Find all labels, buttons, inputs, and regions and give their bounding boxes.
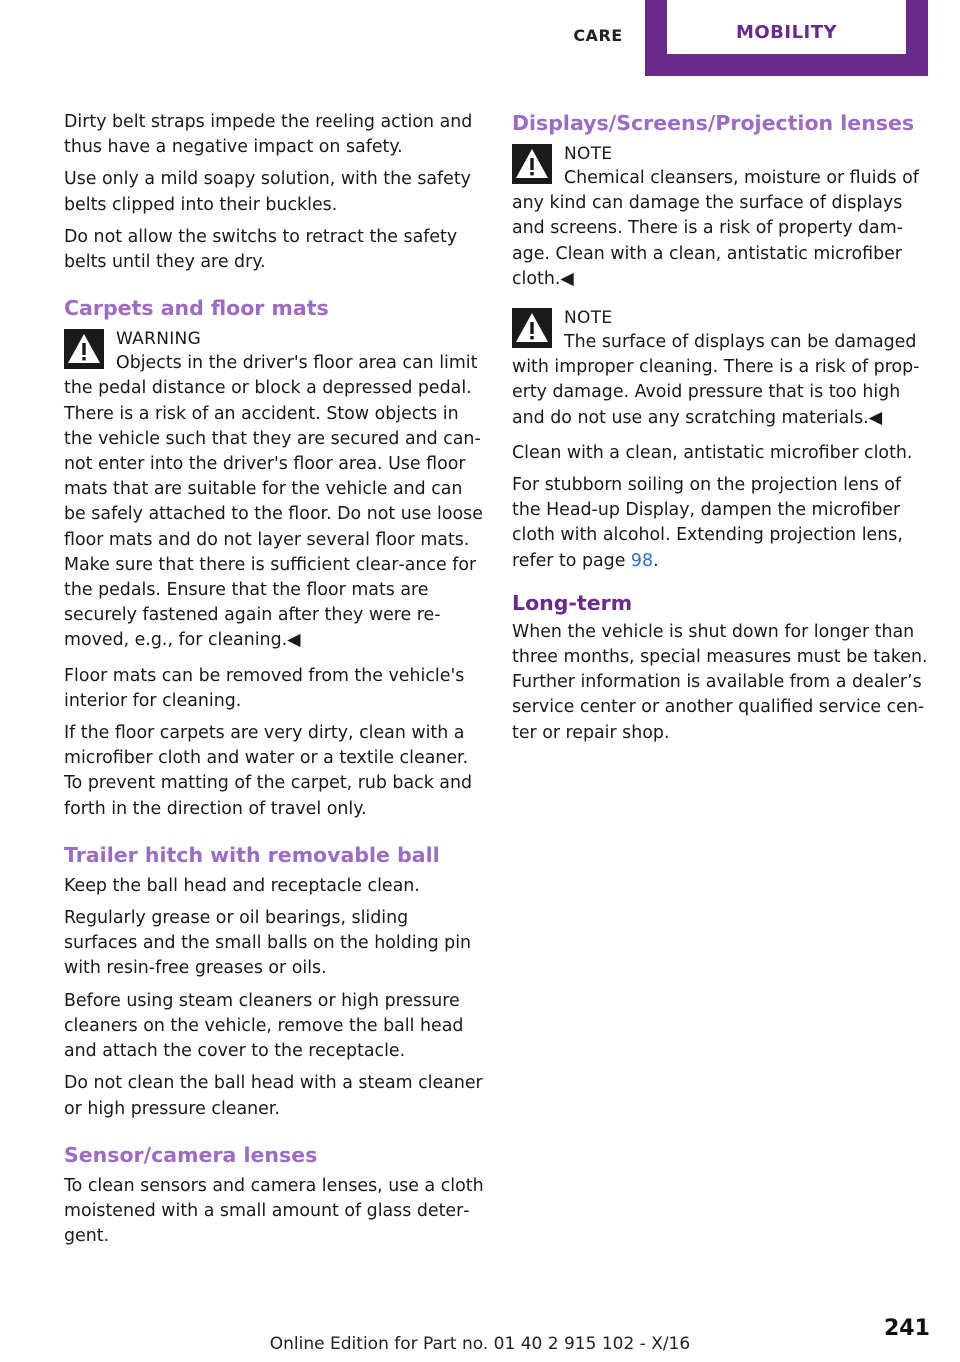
heading-sensor-lenses: Sensor/camera lenses [64, 1142, 318, 1167]
warning-triangle-icon [512, 144, 552, 184]
paragraph: Use only a mild soapy solution, with the safety belts clipped into their buckles. [64, 169, 471, 215]
footer-edition: Online Edition for Part no. 01 40 2 915 102 - X/16 [269, 1334, 691, 1354]
paragraph: Dirty belt straps impede the reeling action and thus have a negative impact on safety. [64, 112, 473, 158]
note-label: NOTE [564, 308, 613, 329]
chapter-tab-label: MOBILITY [667, 0, 906, 54]
paragraph: Floor mats can be removed from the vehicle's interior for cleaning. [64, 665, 465, 711]
warning-triangle-icon [512, 308, 552, 348]
heading-carpets: Carpets and floor mats [64, 296, 329, 321]
page-reference-link[interactable]: 98 [630, 550, 654, 571]
note-notice [512, 142, 930, 292]
paragraph-text: For stubborn soiling on the projection lens of the Head-up Display, dampen the microfiber cloth with alcohol. Extending projection lens, refer to page [512, 475, 903, 571]
warning-triangle-icon [64, 329, 104, 369]
paragraph: Keep the ball head and receptacle clean. [64, 875, 420, 896]
heading-trailer-hitch: Trailer hitch with removable ball [64, 842, 440, 867]
right-column [512, 110, 930, 753]
paragraph: Before using steam cleaners or high pressure cleaners on the vehicle, remove the ball head and attach the cover to the receptacle. [64, 990, 464, 1062]
warning-label: WARNING [116, 329, 202, 350]
note-text: Chemical cleansers, moisture or fluids of any kind can damage the surface of displays and screens. There is a risk of property dam‐age. Clean with a clean, antistatic microfiber cloth.◀ [512, 168, 919, 289]
note-text: The surface of displays can be damaged with improper cleaning. There is a risk of prop‐erty damage. Avoid pressure that is too high and do not use any scratching materials.◀ [512, 332, 920, 428]
paragraph: To clean sensors and camera lenses, use a cloth moistened with a small amount of glass deter‐gent. [64, 1175, 484, 1247]
heading-displays: Displays/Screens/Projection lenses [512, 111, 915, 135]
page-number: 241 [884, 1316, 930, 1341]
paragraph-end: . [653, 550, 659, 571]
paragraph: When the vehicle is shut down for longer than three months, special measures must be taken. Further information is available from a dealer’s service center or another qualified service cen‐ter or repair shop. [512, 621, 928, 743]
paragraph: Regularly grease or oil bearings, sliding surfaces and the small balls on the holding pin with resin-free greases or oils. [64, 908, 472, 979]
paragraph: If the floor carpets are very dirty, clean with a microfiber cloth and water or a textile cleaner. To prevent matting of the carpet, rub back and forth in the direction of travel only. [64, 723, 473, 819]
paragraph: Do not clean the ball head with a steam cleaner or high pressure cleaner. [64, 1073, 483, 1119]
paragraph: Clean with a clean, antistatic microfiber cloth. [512, 442, 913, 463]
paragraph: Do not allow the switchs to retract the safety belts until they are dry. [64, 226, 458, 273]
left-column [64, 110, 484, 1256]
warning-notice [64, 327, 484, 653]
note-notice [512, 306, 930, 431]
warning-text: Objects in the driver's floor area can limit the pedal distance or block a depressed pedal. There is a risk of an accident. Stow objects in the vehicle such that they are secured and can‐not enter into the driver's floor area. Use floor mats that are suitable for the vehicle and can be safely attached to the floor. Do not use loose floor mats and do not layer several floor mats. Make sure that there is sufficient clear‐ance for the pedals. Ensure that the floor mats are securely fastened again after they were re‐moved, e.g., for cleaning.◀ [64, 353, 483, 651]
section-label-care: CARE [573, 26, 623, 45]
paragraph [512, 473, 930, 574]
heading-long-term: Long-term [512, 590, 633, 615]
note-label: NOTE [564, 144, 613, 164]
chapter-tab [645, 0, 928, 76]
